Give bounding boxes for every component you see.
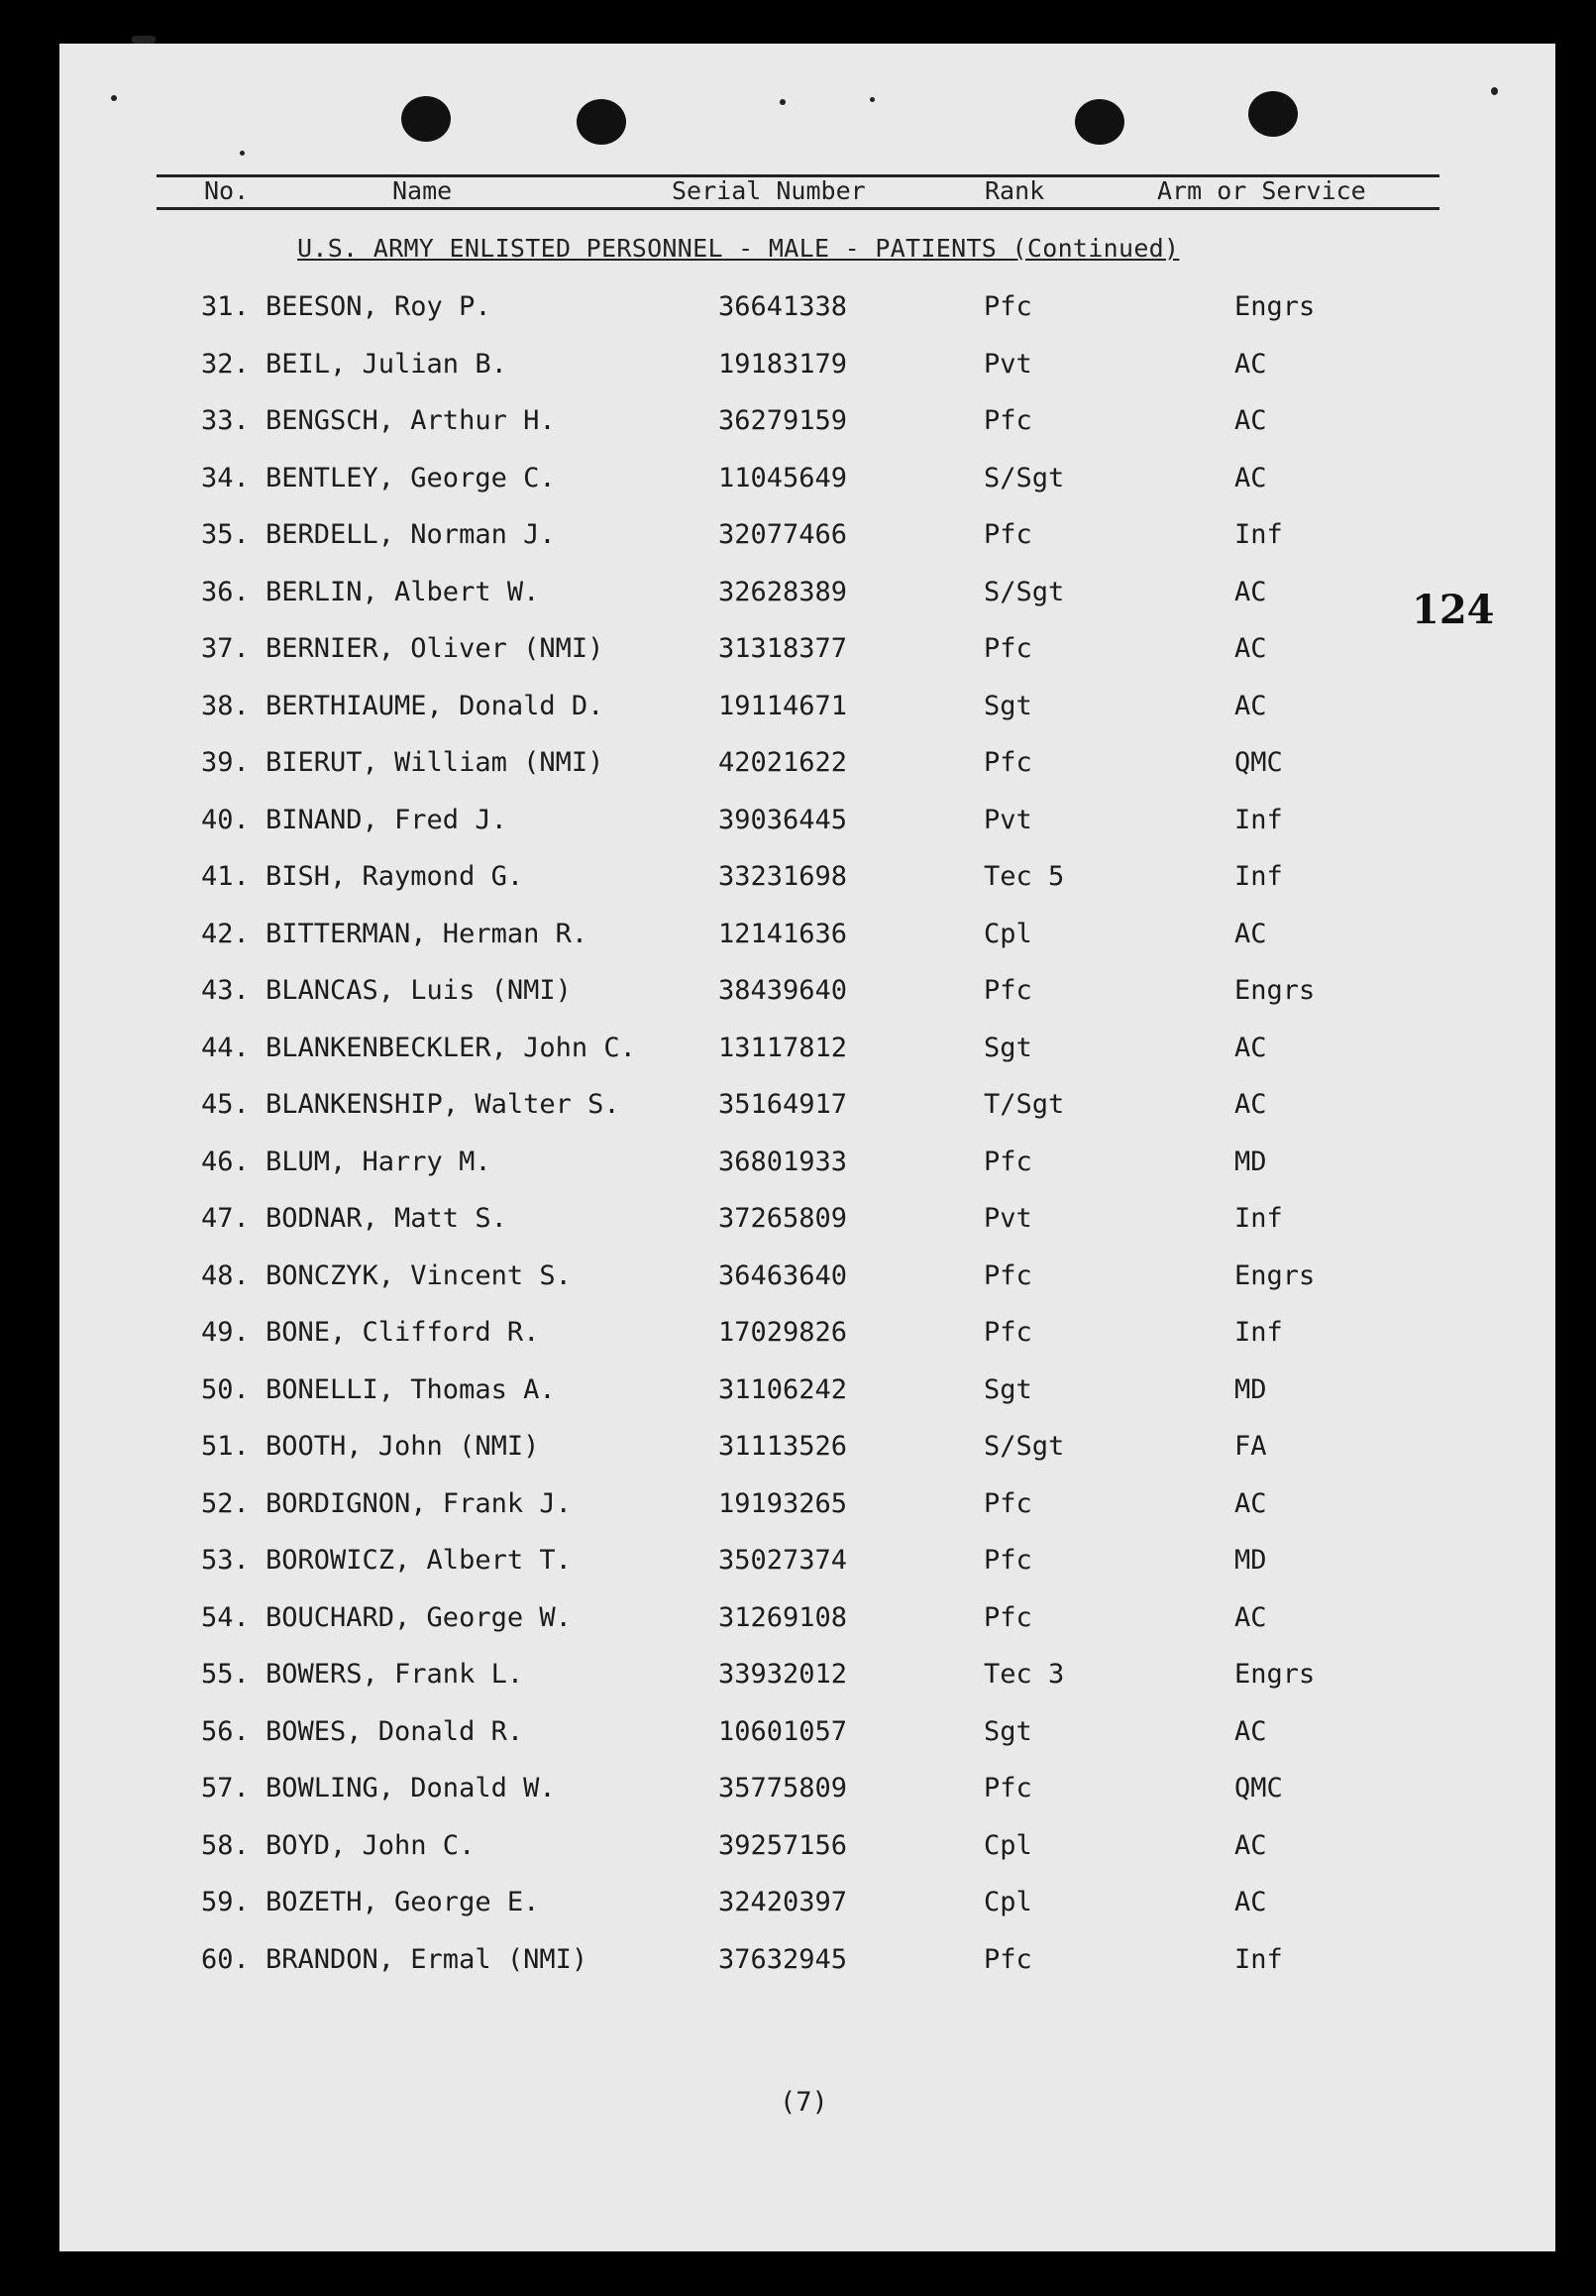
row-name: BONCZYK, Vincent S. xyxy=(266,1259,572,1291)
header-rank: Rank xyxy=(985,176,1045,205)
row-arm: AC xyxy=(1234,348,1267,380)
row-rank: Pfc xyxy=(984,291,1032,322)
row-rank: Sgt xyxy=(984,1373,1032,1405)
speck xyxy=(1491,87,1498,95)
row-rank: Pfc xyxy=(984,1487,1032,1519)
row-name: BERDELL, Norman J. xyxy=(266,519,556,550)
row-arm: FA xyxy=(1234,1431,1267,1462)
row-rank: Pfc xyxy=(984,1317,1032,1348)
row-number: 52. xyxy=(201,1487,250,1519)
table-row xyxy=(0,1147,1596,1186)
speck xyxy=(780,99,786,105)
row-arm: Engrs xyxy=(1234,975,1316,1006)
table-row xyxy=(0,919,1596,958)
row-serial: 36279159 xyxy=(718,405,848,436)
row-name: BENGSCH, Arthur H. xyxy=(266,405,556,436)
row-name: BLANCAS, Luis (NMI) xyxy=(266,975,572,1006)
row-number: 54. xyxy=(201,1601,250,1633)
row-number: 50. xyxy=(201,1373,250,1405)
row-rank: Pvt xyxy=(984,804,1032,835)
row-serial: 33932012 xyxy=(718,1659,848,1690)
row-arm: Inf xyxy=(1234,1317,1283,1348)
row-arm: AC xyxy=(1234,1829,1267,1861)
table-row xyxy=(0,577,1596,616)
row-serial: 19114671 xyxy=(718,690,848,721)
table-row xyxy=(0,1203,1596,1243)
row-arm: AC xyxy=(1234,576,1267,607)
row-name: BLANKENSHIP, Walter S. xyxy=(266,1089,620,1120)
row-serial: 10601057 xyxy=(718,1715,848,1747)
table-row xyxy=(0,519,1596,559)
row-arm: AC xyxy=(1234,633,1267,664)
punch-hole xyxy=(1248,91,1298,137)
table-row xyxy=(0,1659,1596,1698)
punch-hole xyxy=(401,96,451,142)
row-name: BONELLI, Thomas A. xyxy=(266,1373,556,1405)
row-name: BLANKENBECKLER, John C. xyxy=(266,1032,636,1063)
row-number: 31. xyxy=(201,291,250,322)
row-number: 58. xyxy=(201,1829,250,1861)
table-row xyxy=(0,1602,1596,1642)
row-arm: AC xyxy=(1234,690,1267,721)
speck xyxy=(870,97,875,102)
table-row xyxy=(0,633,1596,673)
row-number: 45. xyxy=(201,1089,250,1120)
table-row xyxy=(0,1317,1596,1357)
row-arm: AC xyxy=(1234,1089,1267,1120)
row-serial: 39257156 xyxy=(718,1829,848,1861)
table-row xyxy=(0,349,1596,388)
row-rank: S/Sgt xyxy=(984,462,1065,493)
row-serial: 31318377 xyxy=(718,633,848,664)
row-number: 35. xyxy=(201,519,250,550)
row-number: 38. xyxy=(201,690,250,721)
row-number: 49. xyxy=(201,1317,250,1348)
row-serial: 13117812 xyxy=(718,1032,848,1063)
row-name: BOOTH, John (NMI) xyxy=(266,1431,540,1462)
table-row xyxy=(0,1374,1596,1414)
row-arm: Inf xyxy=(1234,1203,1283,1234)
row-name: BOUCHARD, George W. xyxy=(266,1601,572,1633)
table-row xyxy=(0,1033,1596,1072)
row-serial: 17029826 xyxy=(718,1317,848,1348)
row-number: 56. xyxy=(201,1715,250,1747)
row-serial: 11045649 xyxy=(718,462,848,493)
row-name: BOWERS, Frank L. xyxy=(266,1659,524,1690)
table-row xyxy=(0,747,1596,787)
row-arm: MD xyxy=(1234,1373,1267,1405)
row-number: 37. xyxy=(201,633,250,664)
row-number: 40. xyxy=(201,804,250,835)
row-rank: S/Sgt xyxy=(984,1431,1065,1462)
table-row xyxy=(0,1887,1596,1926)
row-arm: AC xyxy=(1234,918,1267,949)
speck xyxy=(240,151,245,156)
row-name: BISH, Raymond G. xyxy=(266,861,524,892)
row-number: 42. xyxy=(201,918,250,949)
row-arm: AC xyxy=(1234,1887,1267,1917)
row-number: 34. xyxy=(201,462,250,493)
header-arm: Arm or Service xyxy=(1157,176,1366,205)
page-number: (7) xyxy=(780,2087,828,2118)
table-row xyxy=(0,1089,1596,1129)
row-rank: Sgt xyxy=(984,1715,1032,1747)
row-arm: Inf xyxy=(1234,1943,1283,1975)
row-name: BORDIGNON, Frank J. xyxy=(266,1487,572,1519)
row-serial: 36463640 xyxy=(718,1259,848,1291)
row-arm: AC xyxy=(1234,1487,1267,1519)
table-row xyxy=(0,975,1596,1015)
row-serial: 19183179 xyxy=(718,348,848,380)
row-rank: Cpl xyxy=(984,1887,1032,1917)
row-arm: AC xyxy=(1234,405,1267,436)
row-rank: Pfc xyxy=(984,1545,1032,1576)
table-row xyxy=(0,805,1596,844)
table-row xyxy=(0,1431,1596,1471)
punch-hole xyxy=(1075,99,1124,145)
row-name: BEIL, Julian B. xyxy=(266,348,507,380)
row-rank: S/Sgt xyxy=(984,576,1065,607)
row-serial: 36801933 xyxy=(718,1146,848,1177)
row-rank: T/Sgt xyxy=(984,1089,1065,1120)
row-serial: 32420397 xyxy=(718,1887,848,1917)
row-rank: Pfc xyxy=(984,405,1032,436)
table-row xyxy=(0,1944,1596,1984)
row-arm: AC xyxy=(1234,1601,1267,1633)
row-serial: 35164917 xyxy=(718,1089,848,1120)
row-arm: QMC xyxy=(1234,1773,1283,1804)
table-row xyxy=(0,1773,1596,1812)
row-rank: Pfc xyxy=(984,1146,1032,1177)
side-number: 124 xyxy=(1412,587,1495,633)
row-name: BOZETH, George E. xyxy=(266,1887,540,1917)
row-serial: 36641338 xyxy=(718,291,848,322)
row-number: 46. xyxy=(201,1146,250,1177)
row-name: BOWES, Donald R. xyxy=(266,1715,524,1747)
row-number: 55. xyxy=(201,1659,250,1690)
table-row xyxy=(0,291,1596,331)
row-serial: 39036445 xyxy=(718,804,848,835)
row-serial: 32077466 xyxy=(718,519,848,550)
table-row xyxy=(0,463,1596,502)
row-serial: 37265809 xyxy=(718,1203,848,1234)
row-rank: Cpl xyxy=(984,918,1032,949)
row-serial: 35775809 xyxy=(718,1773,848,1804)
row-arm: Inf xyxy=(1234,861,1283,892)
row-arm: MD xyxy=(1234,1146,1267,1177)
row-serial: 12141636 xyxy=(718,918,848,949)
table-row xyxy=(0,1260,1596,1300)
row-number: 53. xyxy=(201,1545,250,1576)
row-rank: Pvt xyxy=(984,348,1032,380)
row-rank: Pfc xyxy=(984,1943,1032,1975)
row-arm: Engrs xyxy=(1234,1659,1316,1690)
row-arm: MD xyxy=(1234,1545,1267,1576)
row-number: 33. xyxy=(201,405,250,436)
row-number: 57. xyxy=(201,1773,250,1804)
speck xyxy=(132,36,156,44)
header-serial: Serial Number xyxy=(672,176,866,205)
header-name: Name xyxy=(392,176,453,205)
row-serial: 38439640 xyxy=(718,975,848,1006)
row-name: BITTERMAN, Herman R. xyxy=(266,918,588,949)
row-rank: Pfc xyxy=(984,1773,1032,1804)
row-number: 41. xyxy=(201,861,250,892)
section-title: U.S. ARMY ENLISTED PERSONNEL - MALE - PATIENTS (Continued) xyxy=(297,234,1180,263)
row-rank: Pvt xyxy=(984,1203,1032,1234)
row-name: BOYD, John C. xyxy=(266,1829,476,1861)
row-name: BOWLING, Donald W. xyxy=(266,1773,556,1804)
row-number: 43. xyxy=(201,975,250,1006)
row-serial: 42021622 xyxy=(718,747,848,778)
row-number: 44. xyxy=(201,1032,250,1063)
table-row xyxy=(0,861,1596,901)
table-row xyxy=(0,1488,1596,1528)
row-serial: 35027374 xyxy=(718,1545,848,1576)
row-number: 47. xyxy=(201,1203,250,1234)
row-name: BERLIN, Albert W. xyxy=(266,576,540,607)
row-rank: Pfc xyxy=(984,1259,1032,1291)
row-arm: Inf xyxy=(1234,804,1283,835)
row-serial: 19193265 xyxy=(718,1487,848,1519)
row-rank: Pfc xyxy=(984,1601,1032,1633)
row-arm: Inf xyxy=(1234,519,1283,550)
row-rank: Pfc xyxy=(984,519,1032,550)
row-rank: Sgt xyxy=(984,1032,1032,1063)
speck xyxy=(111,95,117,101)
row-number: 59. xyxy=(201,1887,250,1917)
row-number: 39. xyxy=(201,747,250,778)
row-rank: Pfc xyxy=(984,747,1032,778)
row-name: BONE, Clifford R. xyxy=(266,1317,540,1348)
row-serial: 31113526 xyxy=(718,1431,848,1462)
row-arm: Engrs xyxy=(1234,1259,1316,1291)
row-rank: Pfc xyxy=(984,633,1032,664)
row-name: BOROWICZ, Albert T. xyxy=(266,1545,572,1576)
table-row xyxy=(0,1545,1596,1585)
row-number: 60. xyxy=(201,1943,250,1975)
row-arm: Engrs xyxy=(1234,291,1316,322)
row-number: 36. xyxy=(201,576,250,607)
row-name: BEESON, Roy P. xyxy=(266,291,491,322)
row-name: BRANDON, Ermal (NMI) xyxy=(266,1943,588,1975)
row-number: 51. xyxy=(201,1431,250,1462)
table-row xyxy=(0,691,1596,730)
row-rank: Pfc xyxy=(984,975,1032,1006)
row-name: BODNAR, Matt S. xyxy=(266,1203,507,1234)
row-rank: Cpl xyxy=(984,1829,1032,1861)
row-serial: 33231698 xyxy=(718,861,848,892)
row-name: BLUM, Harry M. xyxy=(266,1146,491,1177)
row-rank: Tec 3 xyxy=(984,1659,1065,1690)
table-row xyxy=(0,405,1596,445)
row-serial: 31106242 xyxy=(718,1373,848,1405)
row-name: BENTLEY, George C. xyxy=(266,462,556,493)
row-serial: 32628389 xyxy=(718,576,848,607)
row-name: BERNIER, Oliver (NMI) xyxy=(266,633,604,664)
row-name: BIERUT, William (NMI) xyxy=(266,747,604,778)
row-rank: Sgt xyxy=(984,690,1032,721)
row-name: BINAND, Fred J. xyxy=(266,804,507,835)
row-name: BERTHIAUME, Donald D. xyxy=(266,690,604,721)
row-arm: AC xyxy=(1234,1032,1267,1063)
header-no: No. xyxy=(204,176,250,205)
table-row xyxy=(0,1830,1596,1870)
table-row xyxy=(0,1716,1596,1756)
row-arm: QMC xyxy=(1234,747,1283,778)
row-number: 48. xyxy=(201,1259,250,1291)
row-rank: Tec 5 xyxy=(984,861,1065,892)
row-serial: 37632945 xyxy=(718,1943,848,1975)
punch-hole xyxy=(577,99,626,145)
row-number: 32. xyxy=(201,348,250,380)
row-serial: 31269108 xyxy=(718,1601,848,1633)
row-arm: AC xyxy=(1234,462,1267,493)
column-header xyxy=(157,174,1439,210)
row-arm: AC xyxy=(1234,1715,1267,1747)
